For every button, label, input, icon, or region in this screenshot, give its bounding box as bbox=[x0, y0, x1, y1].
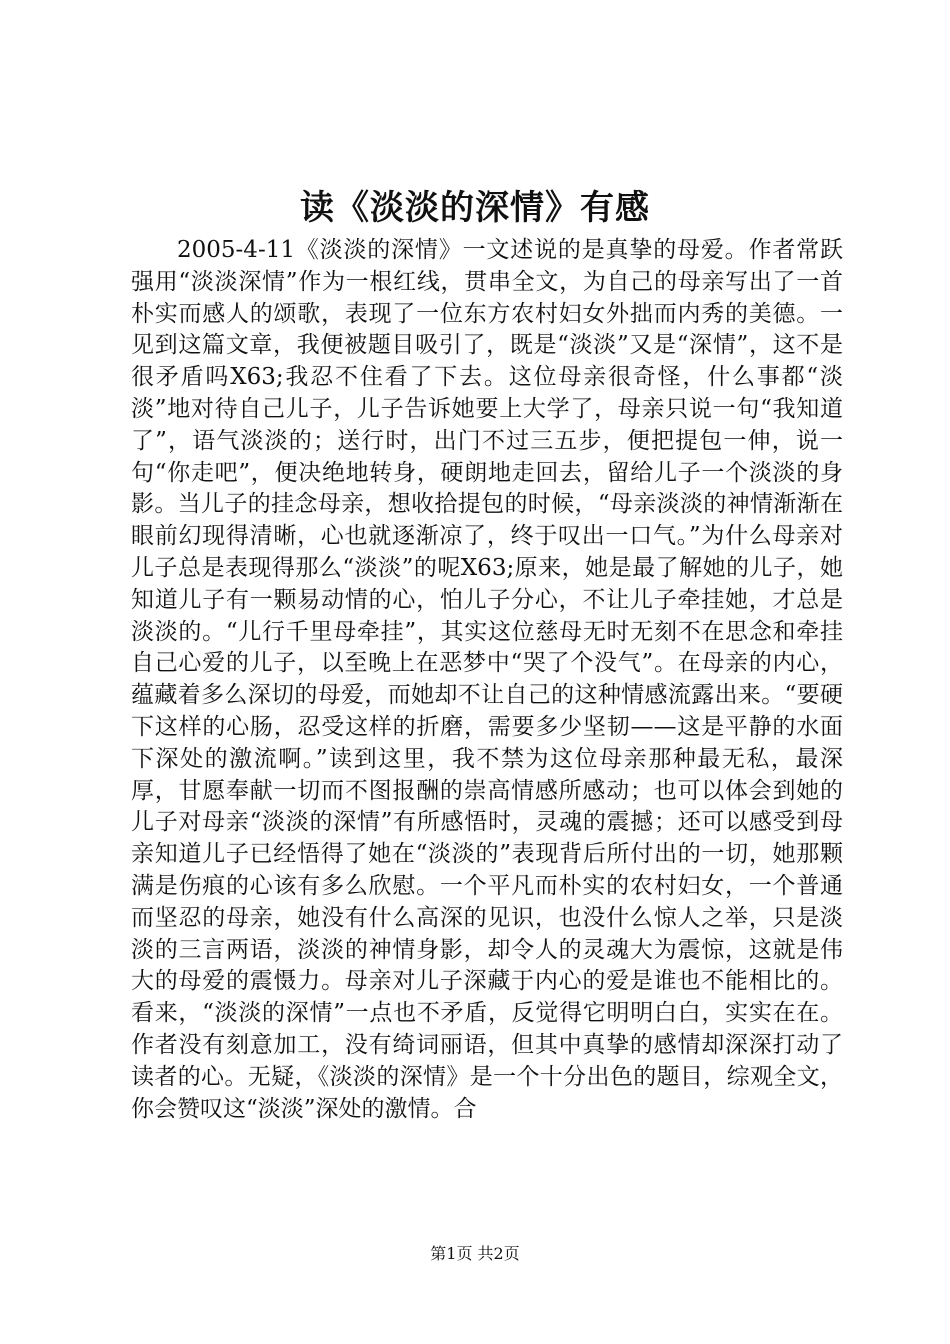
document-body: 2005-4-11《淡淡的深情》一文述说的是真挚的母爱。作者常跃强用“淡淡深情”作为一根红线，贯串全文，为自己的母亲写出了一首朴实而感人的颂歌，表现了一位东方农村妇女外拙而内秀的美德。一见到这篇文章，我便被题目吸引了，既是“淡淡”又是“深情”，这不是很矛盾吗X63;我忍不住看了下去。这位母亲很奇怪，什么事都“淡淡”地对待自己儿子，儿子告诉她要上大学了，母亲只说一句“我知道了”，语气淡淡的；送行时，出门不过三五步，便把提包一伸，说一句“你走吧”，便决绝地转身，硬朗地走回去，留给儿子一个淡淡的身影。当儿子的挂念母亲，想收拾提包的时候，“母亲淡淡的神情渐渐在眼前幻现得清晰，心也就逐渐凉了，终于叹出一口气。”为什么母亲对儿子总是表现得那么“淡淡”的呢X63;原来，她是最了解她的儿子，她知道儿子有一颗易动情的心，怕儿子分心，不让儿子牵挂她，才总是淡淡的。“儿行千里母牵挂”，其实这位慈母无时无刻不在思念和牵挂自己心爱的儿子，以至晚上在恶梦中“哭了个没气”。在母亲的内心，蕴藏着多么深切的母爱，而她却不让自己的这种情感流露出来。“要硬下这样的心肠，忍受这样的折磨，需要多少坚韧——这是平静的水面下深处的激流啊。”读到这里，我不禁为这位母亲那种最无私，最深厚，甘愿奉献一切而不图报酬的崇高情感所感动；也可以体会到她的儿子对母亲“淡淡的深情”有所感悟时，灵魂的震撼；还可以感受到母亲知道儿子已经悟得了她在“淡淡的”表现背后所付出的一切，她那颗满是伤痕的心该有多么欣慰。一个平凡而朴实的农村妇女，一个普通而坚忍的母亲，她没有什么高深的见识，也没什么惊人之举，只是淡淡的三言两语，淡淡的神情身影，却令人的灵魂大为震惊，这就是伟大的母爱的震慑力。母亲对儿子深藏于内心的爱是谁也不能相比的。看来，“淡淡的深情”一点也不矛盾，反觉得它明明白白，实实在在。作者没有刻意加工，没有绮词丽语，但其中真挚的感情却深深打动了读者的心。无疑，《淡淡的深情》是一个十分出色的题目，综观全文，你会赞叹这“淡淡”深处的激情。合 bbox=[131, 237, 843, 1122]
page-footer: 第1页 共2页 bbox=[430, 1244, 520, 1263]
document-title: 读《淡淡的深情》有感 bbox=[300, 188, 650, 228]
